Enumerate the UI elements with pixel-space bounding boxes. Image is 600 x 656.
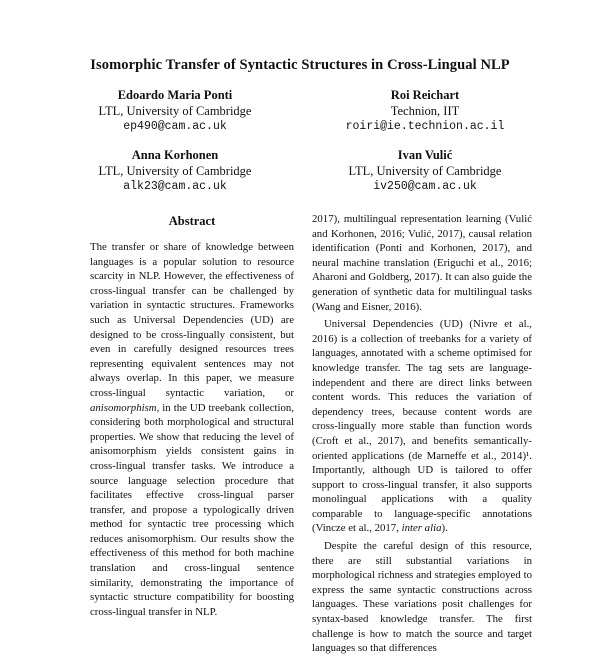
intro-paragraph-1: 2017), multilingual representation learning (Vulić and Korhonen, 2016; Vulić, 2017), causal relation identification (Ponti and Korhonen, 2017), and neural machine translation (Eriguchi et al., 2016; Aharoni and Goldberg, 2017). It can also guide the generation of synthetic data for multilingual tasks (Wang and Eisner, 2016). — [312, 213, 532, 313]
author-email[interactable]: iv250@cam.ac.uk — [373, 180, 477, 193]
author-name: Roi Reichart — [390, 88, 460, 102]
paper-title: Isomorphic Transfer of Syntactic Structures in Cross-Lingual NLP — [90, 57, 510, 73]
abstract-paragraph — [90, 240, 294, 619]
author-name: Ivan Vulić — [397, 148, 453, 162]
intro-paragraph-3: Despite the careful design of this resource, there are still substantial variations in morphological richness and strategies employed to express the same syntactic constructions across languages. These variations posit challenges for syntax-based knowledge transfer. The first challenge is how to match the source and target languages so that differences — [312, 540, 532, 655]
author-name: Anna Korhonen — [131, 148, 219, 162]
author-email[interactable]: roiri@ie.technion.ac.il — [345, 120, 505, 133]
author-block — [45, 88, 305, 135]
abstract-body — [90, 240, 294, 618]
author-affiliation: LTL, University of Cambridge — [98, 103, 252, 118]
abstract-text-1: The transfer or share of knowledge between languages is a popular solution to resource scarcity in NLP. However, the effectiveness of cross-lingual transfer can be challenged by variation in syntactic structures. Frameworks such as Universal Dependencies (UD) are designed to be cross-lingually consistent, but even in carefully designed resources trees representing equivalent sentences may not always overlap. In this paper, we measure cross-lingual syntactic variation, or — [90, 241, 294, 399]
abstract-text-2: , in the UD treebank collection, considering both morphological and structural properties. We show that reducing the level of anisomorphism yields consistent gains in cross-lingual transfer tasks. We introduce a source language selection procedure that facilitates effective cross-lingual parser transfer, and propose a typologically driven method for syntactic tree processing which reduces anisomorphism. Our results show the effectiveness of this method for both machine translation and cross-lingual sentence similarity, demonstrating the importance of syntactic structure compatibility for boosting cross-lingual transfer in NLP. — [90, 401, 294, 618]
abstract-emphasis: anisomorphism — [90, 401, 157, 414]
author-affiliation: Technion, IIT — [390, 103, 460, 118]
intro-emphasis: inter alia — [401, 522, 442, 535]
intro-paragraph-2 — [312, 317, 532, 536]
abstract-heading: Abstract — [168, 214, 216, 228]
author-block — [295, 88, 555, 135]
author-block — [45, 148, 305, 195]
author-name: Edoardo Maria Ponti — [117, 88, 233, 102]
author-email[interactable]: ep490@cam.ac.uk — [123, 120, 227, 133]
author-affiliation: LTL, University of Cambridge — [98, 163, 252, 178]
intro-text: Universal Dependencies (UD) (Nivre et al., 2016) is a collection of treebanks for a variety of languages, annotated with a scheme optimised for knowledge transfer. The tag sets are language-independent and there are direct links between content words. This reduces the variation of dependency trees, because content words are cross-lingually more stable than function words (Croft et al., 2017), and benefits semantically-oriented applications (de Marneffe et al., 2014)¹. Importantly, although UD is tailored to offer support to cross-lingual transfer, it also supports monolingual applications with a quality comparable to language-specific annotations (Vincze et al., 2017, — [312, 318, 532, 535]
intro-text-end: ). — [441, 522, 448, 535]
author-email[interactable]: alk23@cam.ac.uk — [123, 180, 227, 193]
author-block — [295, 148, 555, 195]
author-affiliation: LTL, University of Cambridge — [348, 163, 502, 178]
intro-column — [312, 212, 532, 655]
